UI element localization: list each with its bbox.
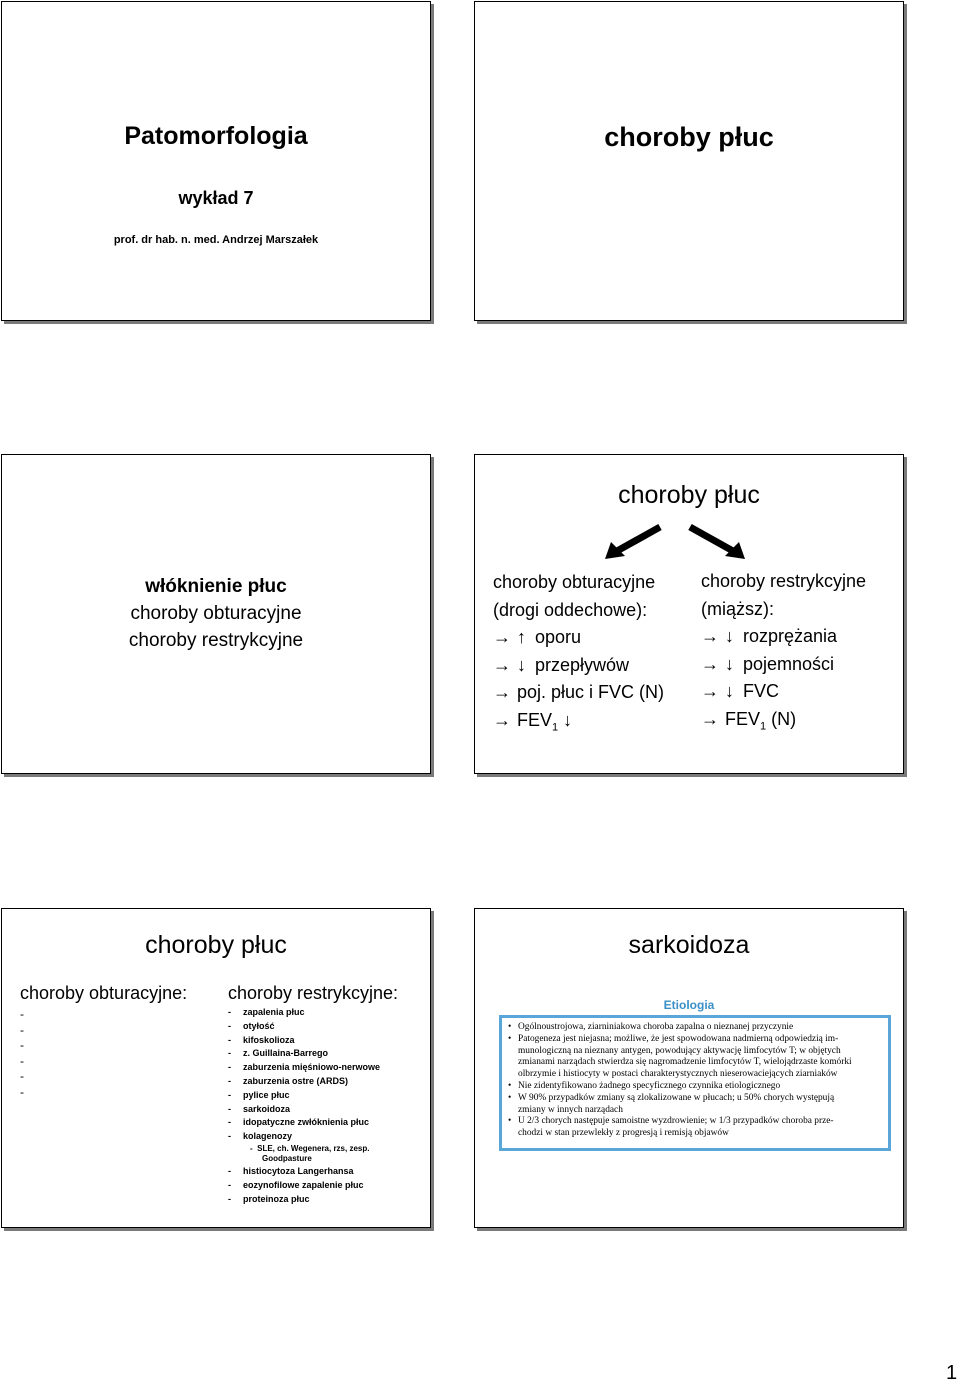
bullet-icon: • <box>508 1092 512 1103</box>
sub-list-item: - SLE, ch. Wegenera, rzs, zesp. <box>250 1143 370 1153</box>
list-item: - kifoskolioza <box>228 1034 295 1045</box>
obstructive-heading: choroby obturacyjne <box>493 572 656 592</box>
down-arrow-icon: ↓ <box>725 626 734 646</box>
list-item: - histiocytoza Langerhansa <box>228 1165 354 1176</box>
bullet-icon: • <box>508 1080 512 1091</box>
restrictive-row: → ↓ FVC <box>701 678 866 706</box>
restrictive-column <box>701 568 866 741</box>
slide-2-title: choroby płuc <box>604 122 774 152</box>
slide-6 <box>474 908 904 1228</box>
slide-5 <box>1 908 431 1228</box>
slide-1-title: Patomorfologia <box>124 122 308 150</box>
restrictive-subheading: (miąższ): <box>701 598 774 619</box>
right-arrow-icon: → <box>701 626 719 646</box>
obstructive-empty-list: - - - - - - <box>20 1007 24 1099</box>
obstructive-row: → ↑ oporu <box>493 624 664 652</box>
restrictive-row: → ↓ pojemności <box>701 651 866 679</box>
list-item: • Patogeneza jest niejasna; możliwe, że jest spowodowana nadmierną odpowiedzią im- munologiczną na nieznany antygen, powodujący aktywację limfocytów T; w objętych zmianami narządach stwierdza się nagromadzenie limfocytów T, wielojądrzaste komórki olbrzymie i histiocyty w postaci charakterystycznych nieserowaciejących ziarniaków <box>508 1033 852 1080</box>
topic-item: włóknienie płuc <box>145 576 287 597</box>
down-arrow-icon: ↓ <box>725 681 734 701</box>
down-arrow-icon: ↓ <box>563 709 573 730</box>
obstructive-column <box>493 569 664 742</box>
list-item: - kolagenozy <box>228 1131 293 1142</box>
right-arrow-icon: → <box>701 653 719 674</box>
slide-1 <box>1 1 431 321</box>
restrictive-list <box>228 1006 380 1206</box>
topic-item: choroby obturacyjne <box>130 603 302 624</box>
obstructive-fev-row: → $FEV_1$ ↓ <box>493 707 664 742</box>
page-number: 1 <box>946 1362 958 1384</box>
list-item: - zaburzenia ostre (ARDS) <box>228 1075 349 1086</box>
list-item: - proteinoza płuc <box>228 1193 310 1204</box>
list-item: - eozynofilowe zapalenie płuc <box>228 1179 364 1190</box>
bullet-icon: • <box>508 1116 512 1127</box>
topic-list <box>2 573 430 654</box>
right-arrow-icon: → <box>701 681 719 701</box>
obstructive-heading: choroby obturacyjne: <box>20 983 188 1003</box>
restrictive-fev-row: → $FEV_1$ (N) <box>701 706 866 741</box>
obstructive-row: → poj. płuc i FVC (N) <box>493 679 664 707</box>
list-item: • Ogólnoustrojowa, ziarniniakowa choroba zapalna o nieznanej przyczynie <box>508 1022 794 1032</box>
restrictive-heading: choroby restrykcyjne <box>701 571 867 591</box>
list-item: • Nie zidentyfikowano żadnego specyficznego czynnika etiologicznego <box>508 1080 781 1091</box>
down-arrow-icon: ↓ <box>725 653 734 674</box>
right-arrow-icon: → <box>701 708 719 729</box>
up-arrow-icon: ↑ <box>517 627 526 647</box>
list-item: - sarkoidoza <box>228 1103 291 1114</box>
lecture-number: wykład 7 <box>178 188 254 208</box>
topic-item: choroby restrykcyjne <box>128 630 304 651</box>
list-item: - zaburzenia mięśniowo-nerwowe <box>228 1062 381 1073</box>
author: prof. dr hab. n. med. Andrzej Marszałek <box>113 234 319 246</box>
right-arrow-icon: → <box>493 682 511 702</box>
list-item: • U 2/3 chorych następuje samoistne wyzdrowienie; w 1/3 przypadków choroba prze- chodzi w stan przewlekły z progresją i remisją objawów <box>508 1116 834 1139</box>
sub-list-item-cont: Goodpasture <box>262 1154 312 1164</box>
list-item: - otyłość <box>228 1020 275 1031</box>
right-arrow-icon: → <box>493 654 511 675</box>
right-arrow-icon: → <box>493 627 511 647</box>
etiology-heading: Etiologia <box>663 998 715 1012</box>
slide-4 <box>474 454 904 774</box>
down-arrow-icon: ↓ <box>517 654 526 675</box>
slide-6-title: sarkoidoza <box>628 931 750 959</box>
slide-2 <box>474 1 904 321</box>
list-item: - zapalenia płuc <box>228 1007 305 1017</box>
list-item: • W 90% przypadków zmiany są zlokalizowane w płucach; u 50% chorych występują zmiany w innych narządach <box>508 1092 835 1115</box>
list-item: - z. Guillaina-Barrego <box>228 1048 329 1059</box>
branch-arrows-icon <box>605 523 745 563</box>
slide-4-title: choroby płuc <box>618 481 760 509</box>
bullet-icon: • <box>508 1022 512 1032</box>
etiology-box <box>499 1015 891 1151</box>
obstructive-row: → ↓ przepływów <box>493 652 664 680</box>
list-item: - idopatyczne zwłóknienia płuc <box>228 1117 370 1128</box>
slide-3 <box>1 454 431 774</box>
obstructive-subheading: (drogi oddechowe): <box>493 599 648 620</box>
bullet-icon: • <box>508 1033 512 1044</box>
slide-5-title: choroby płuc <box>145 931 287 959</box>
restrictive-heading: choroby restrykcyjne: <box>228 983 399 1003</box>
list-item: - pylice płuc <box>228 1089 290 1100</box>
right-arrow-icon: → <box>493 709 511 730</box>
restrictive-row: → ↓ rozprężania <box>701 623 866 651</box>
